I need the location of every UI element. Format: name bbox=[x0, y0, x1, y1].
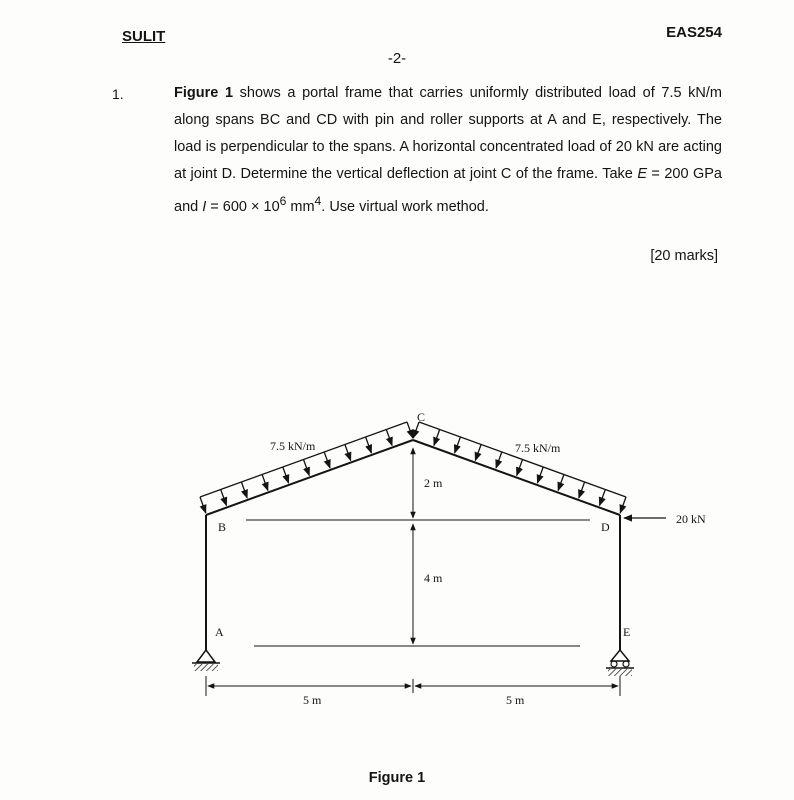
udl-left-arrow bbox=[345, 445, 351, 461]
udl-left bbox=[200, 422, 413, 513]
joint-label-B: B bbox=[218, 520, 227, 534]
udl-right-arrow bbox=[455, 437, 461, 453]
udl-right-arrow bbox=[434, 430, 440, 446]
udl-right-arrow bbox=[517, 460, 523, 476]
udl-right bbox=[413, 422, 626, 513]
udl-left-arrow bbox=[262, 475, 268, 491]
udl-left-arrow bbox=[324, 452, 330, 468]
exponent-6: 6 bbox=[279, 194, 287, 208]
udl-left-arrow bbox=[386, 430, 392, 446]
point-load-label: 20 kN bbox=[676, 512, 706, 526]
udl-left-arrow bbox=[283, 467, 289, 483]
header-left-label: SULIT bbox=[122, 28, 166, 45]
udl-right-arrow bbox=[537, 467, 543, 483]
udl-left-arrow bbox=[407, 422, 413, 438]
udl-right-arrow bbox=[413, 422, 419, 438]
question-text-part: = 200 GPa and bbox=[174, 166, 722, 215]
udl-left-arrow bbox=[241, 482, 247, 498]
question-text-part: = 600 × 10 bbox=[206, 198, 280, 215]
udl-left-arrow bbox=[221, 490, 227, 506]
udl-right-arrow bbox=[496, 452, 502, 468]
udl-left-label: 7.5 kN/m bbox=[270, 439, 316, 453]
page-number: -2- bbox=[387, 50, 407, 67]
course-code: EAS254 bbox=[666, 24, 722, 41]
joint-label-A: A bbox=[215, 625, 224, 639]
udl-right-arrow bbox=[620, 497, 626, 513]
roller-support-E bbox=[606, 650, 634, 676]
question-text-part: shows a portal frame that carries uniformly distributed load of 7.5 kN/m along spans BC and CD with pin and roller supports at A and E, respectively. The load is perpendicular to the spans. A horizontal concentrated load of 20 kN are acting at joint D. Determine the vertical deflection at joint C of the frame. Take bbox=[174, 85, 723, 182]
udl-right-label: 7.5 kN/m bbox=[515, 441, 561, 455]
dimension-span-right-label: 5 m bbox=[506, 693, 525, 707]
figure-reference: Figure 1 bbox=[174, 85, 234, 101]
pin-support-A bbox=[192, 650, 220, 671]
dimension-rise-label: 2 m bbox=[424, 476, 443, 490]
udl-left-arrow bbox=[200, 497, 206, 513]
udl-left-arrow bbox=[304, 460, 310, 476]
joint-label-E: E bbox=[623, 625, 631, 639]
exponent-4: 4 bbox=[314, 194, 322, 208]
question-text-part: . Use virtual work method. bbox=[321, 198, 489, 215]
variable-I: I bbox=[202, 198, 207, 215]
udl-left-arrow bbox=[366, 437, 372, 453]
dimension-height-label: 4 m bbox=[424, 571, 443, 585]
udl-right-arrow bbox=[579, 482, 585, 498]
question-number: 1. bbox=[112, 86, 124, 102]
joint-label-C: C bbox=[417, 410, 426, 424]
variable-E: E bbox=[637, 166, 647, 182]
marks-label: [20 marks] bbox=[650, 248, 718, 264]
joint-label-D: D bbox=[601, 520, 610, 534]
udl-right-arrow bbox=[558, 475, 564, 491]
udl-right-arrow bbox=[475, 445, 481, 461]
figure-caption: Figure 1 bbox=[368, 770, 426, 786]
udl-right-arrow bbox=[600, 490, 606, 506]
question-text-part: mm bbox=[286, 198, 315, 215]
dimension-span-left-label: 5 m bbox=[303, 693, 322, 707]
